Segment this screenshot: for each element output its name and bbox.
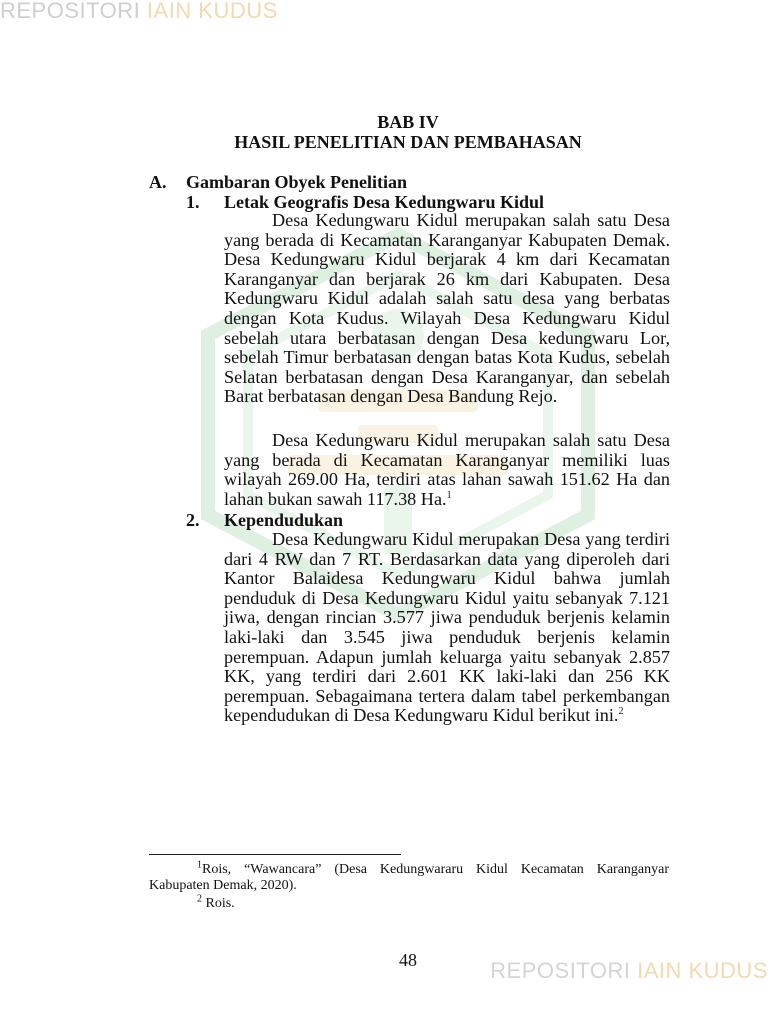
- repository-watermark-bottom: REPOSITORI IAIN KUDUS: [490, 958, 768, 983]
- subsection-1-title: Letak Geografis Desa Kedungwaru Kidul: [224, 192, 545, 212]
- footnote-1: $^1$Rois, “Wawancara” (Desa Kedungwararu Kidul Kecamatan Karanganyar Kabupaten Demak, 2020).: [149, 859, 669, 893]
- chapter-number: BAB IV: [377, 112, 439, 132]
- paragraph-kependudukan: Desa Kedungwaru Kidul merupakan Desa yang terdiri dari 4 RW dan 7 RT. Berdasarkan data yang diperoleh dari Kantor Balaidesa Kedungwaru Kidul bahwa jumlah penduduk di Desa Kedungwaru Kidul yaitu sebanyak 7.121 jiwa, dengan rincian 3.577 jiwa penduduk berjenis kelamin laki-laki dan 3.545 jiwa penduduk berjenis kelamin perempuan. Adapun jumlah keluarga yaitu sebanyak 2.857 KK, yang terdiri dari 2.601 KK laki-laki dan 256 KK perempuan. Sebagaimana tertera dalam tabel perkembangan kependudukan di Desa Kedungwaru Kidul berikut ini.$^2$: [224, 529, 670, 726]
- subsection-1-marker: 1.: [186, 192, 200, 212]
- subsection-2-title: Kependudukan: [224, 510, 344, 530]
- chapter-title: HASIL PENELITIAN DAN PEMBAHASAN: [234, 132, 582, 152]
- footnote-ref-2[interactable]: 2: [618, 706, 624, 718]
- footnote-2: $^2$ Rois.: [197, 893, 235, 911]
- footnote-separator: [149, 854, 401, 855]
- page-number: 48: [399, 950, 417, 970]
- paragraph-geografis-1: Desa Kedungwaru Kidul merupakan salah satu Desa yang berada di Kecamatan Karanganyar Kabupaten Demak. Desa Kedungwaru Kidul berjarak 4 km dari Kecamatan Karanganyar dan berjarak 26 km dari Kabupaten. Desa Kedungwaru Kidul adalah salah satu desa yang berbatas dengan Kota Kudus. Wilayah Desa Kedungwaru Kidul sebelah utara berbatasan dengan Desa kedungwaru Lor, sebelah Timur berbatasan dengan batas Kota Kudus, sebelah Selatan berbatasan dengan Desa Karanganyar, dan sebelah Barat berbatasan dengan Desa Bandung Rejo.: [224, 210, 670, 407]
- repository-watermark-top: REPOSITORI IAIN KUDUS: [0, 0, 278, 23]
- subsection-2-marker: 2.: [186, 510, 200, 530]
- paragraph-geografis-2: Desa Kedungwaru Kidul merupakan salah satu Desa yang berada di Kecamatan Karanganyar memiliki luas wilayah 269.00 Ha, terdiri atas lahan sawah 151.62 Ha dan lahan bukan sawah 117.38 Ha.$^1$: [224, 430, 670, 509]
- section-a-marker: A.: [149, 172, 167, 192]
- footnote-ref-1[interactable]: 1: [446, 489, 452, 501]
- section-a-title: Gambaran Obyek Penelitian: [186, 172, 408, 192]
